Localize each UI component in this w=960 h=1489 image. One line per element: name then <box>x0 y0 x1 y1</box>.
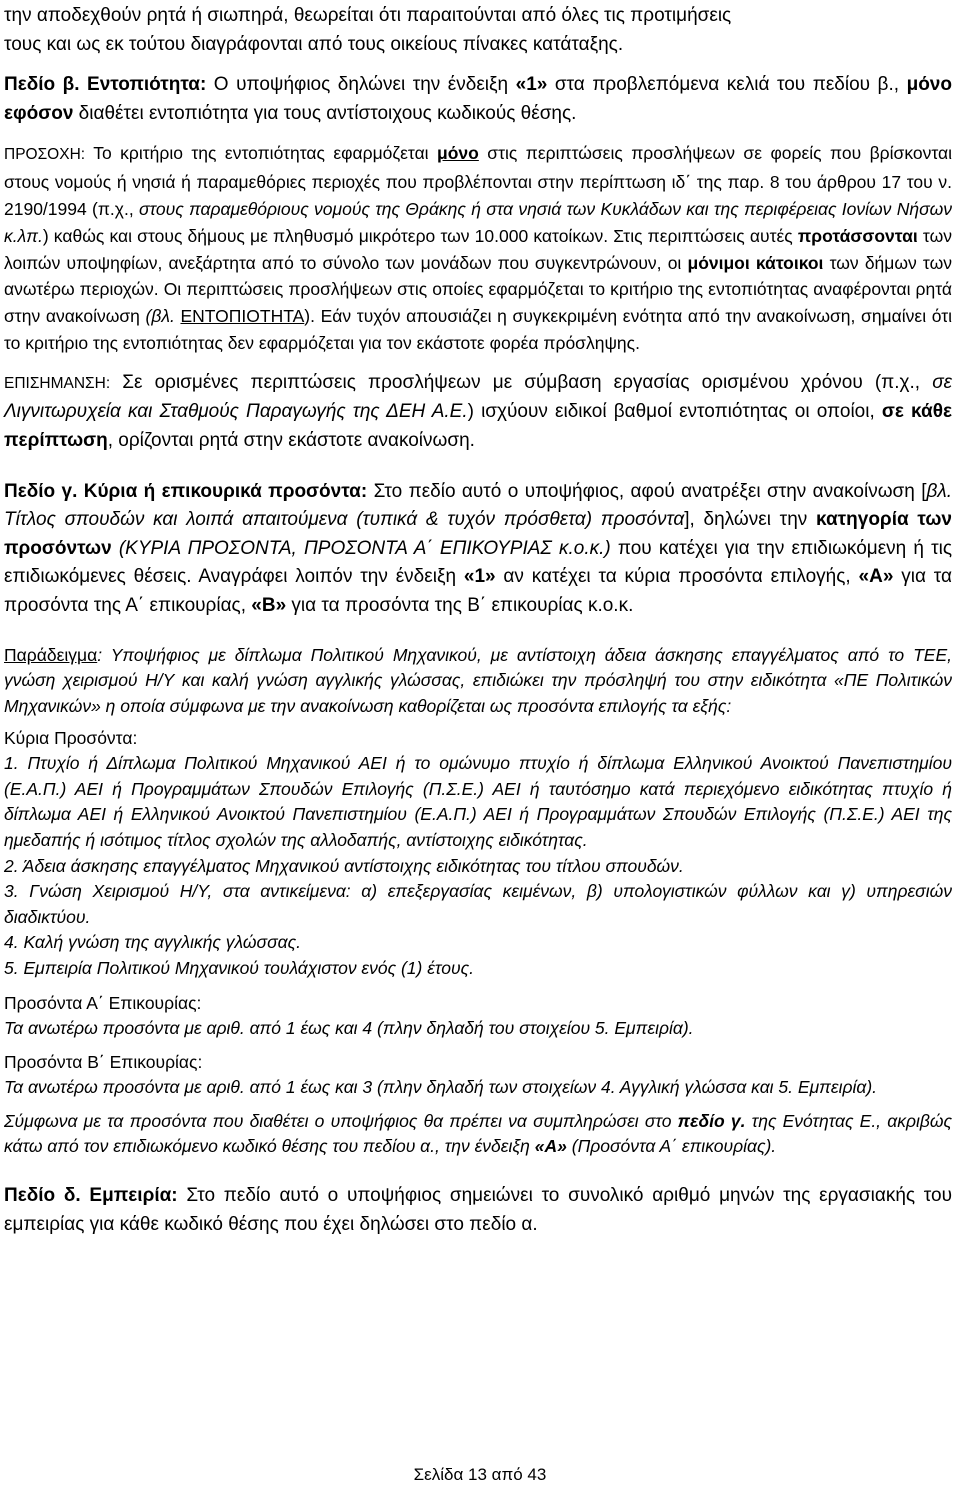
text: για τα προσόντα της Α΄ επικουρίας, <box>4 566 952 616</box>
text: Στο πεδίο αυτό ο υποψήφιος, αφού ανατρέξει στην ανακοίνωση [ <box>367 480 927 502</box>
bold-text: μόνιμοι κάτοικοι <box>687 252 824 273</box>
text: που κατέχει για την επιδιωκόμενη ή τις επιδιωκόμενες θέσεις. Αναγράφει λοιπόν την ένδειξη <box>4 537 953 588</box>
field-d-heading: Πεδίο δ. Εμπειρία: <box>4 1185 178 1206</box>
text: των λοιπών υποψηφίων, ανεξάρτητα από το σύνολο των μονάδων που συγκεντρώνουν, οι <box>4 225 952 273</box>
text: τους και ως εκ τούτου διαγράφονται από τους οικείους πίνακες κατάταξης. <box>4 33 624 55</box>
reference-open: (βλ. <box>145 306 181 327</box>
text: Το κριτήριο της εντοπιότητας εφαρμόζεται <box>85 143 438 164</box>
example-intro <box>4 643 952 720</box>
b-auxiliary-heading: Προσόντα Β΄ Επικουρίας: <box>4 1052 203 1073</box>
example-conclusion: Σύμφωνα με τα προσόντα που διαθέτει ο υποψήφιος θα πρέπει να συμπληρώσει στο πεδίο γ. της Ενότητας Ε., ακριβώς κάτω από τον επιδιωκόμενο κωδικό θέσης του πεδίου α., την ένδειξη «Α» (Προσόντα Α΄ επικουρίας). <box>4 1110 953 1157</box>
paragraph-field-d <box>4 1182 952 1239</box>
paragraph-field-b <box>4 71 952 128</box>
list-item: 2. Άδεια άσκησης επαγγέλματος Μηχανικού αντίστοιχης ειδικότητας του τίτλου σπουδών. <box>4 855 684 876</box>
reference-close: ) <box>304 306 311 327</box>
paragraph-note <box>4 369 952 456</box>
mark-a: «Α» <box>858 566 894 588</box>
note-label: ΕΠΙΣΗΜΑΝΣΗ: <box>4 374 111 392</box>
bold-text: προτάσσονται <box>797 225 918 246</box>
only-if-bold: μόνο εφόσον <box>4 74 952 124</box>
bold-text: σε κάθε περίπτωση <box>4 401 952 451</box>
reference-link[interactable]: ΕΝΤΟΠΙΟΤΗΤΑ <box>180 306 305 327</box>
mark-1: «1» <box>515 74 548 96</box>
italic-text: (ΚΥΡΙΑ ΠΡΟΣΟΝΤΑ, ΠΡΟΣΟΝΤΑ Α΄ ΕΠΙΚΟΥΡΙΑΣ κ.ο.κ.) <box>118 537 611 559</box>
field-c-heading: Πεδίο γ. Κύρια ή επικουρικά προσόντα: <box>4 480 368 502</box>
text: Στο πεδίο αυτό ο υποψήφιος σημειώνει το συνολικό αριθμό μηνών της εργασιακής του εμπειρίας για κάθε κωδικό θέσης που έχει δηλώσει στο πεδίο α. <box>4 1185 952 1235</box>
a-auxiliary-text: Τα ανωτέρω προσόντα με αριθ. από 1 έως και 4 (πλην δηλαδή του στοιχείου 5. Εμπειρία). <box>4 1017 694 1038</box>
text: , ορίζονται ρητά στην εκάστοτε ανακοίνωση. <box>107 429 475 451</box>
main-qualifications-heading: Κύρια Προσόντα: <box>4 728 138 749</box>
mark-1: «1» <box>463 566 496 588</box>
text: . Εάν τυχόν απουσιάζει η συγκεκριμένη ενότητα από την ανακοίνωση, σημαίνει ότι το κριτήριο της εντοπιότητας δεν εφαρμόζεται για τον εκάστοτε φορέα πρόσληψης. <box>4 306 952 353</box>
italic-text: στους παραμεθόριους νομούς της Θράκης ή στα νησιά των Κυκλάδων και της περιφέρειας Ιονίων Νήσων κ.λπ. <box>4 198 952 246</box>
text: την αποδεχθούν ρητά ή σιωπηρά, θεωρείται ότι παραιτούνται από όλες τις προτιμήσεις <box>4 5 732 26</box>
b-auxiliary-text: Τα ανωτέρω προσόντα με αριθ. από 1 έως και 3 (πλην δηλαδή των στοιχείων 4. Αγγλική γλώσσα και 5. Εμπειρία). <box>4 1077 878 1098</box>
text: των δήμων των ανωτέρω περιοχών. Οι περιπτώσεις προσλήψεων στις οποίες εφαρμόζεται το κριτήριο της εντοπιότητας αναφέρονται ρητά στην ανακοίνωση <box>4 252 953 327</box>
text: στις περιπτώσεις προσλήψεων σε φορείς που βρίσκονται στους νομούς ή νησιά ή παραμεθόριες περιοχές που προβλέπονται στην περίπτωση ιδ΄ της παρ. 8 του άρθρου 17 του ν. 2190/1994 (π.χ., <box>4 143 953 219</box>
page-footer: Σελίδα 13 από 43 <box>413 1465 547 1484</box>
text: αν κατέχει τα κύρια προσόντα επιλογής, <box>495 566 859 588</box>
a-auxiliary-heading: Προσόντα Α΄ Επικουρίας: <box>4 992 202 1013</box>
list-item: 1. Πτυχίο ή Δίπλωμα Πολιτικού Μηχανικού ΑΕΙ ή το ομώνυμο πτυχίο ή δίπλωμα Ελληνικού Ανοικτού Πανεπιστημίου (Ε.Α.Π.) ΑΕΙ ή Προγραμμάτων Σπουδών Επιλογής (Π.Σ.Ε.) ΑΕΙ ή ταυτόσημο κατά περιεχόμενο ειδικότητας πτυχίο ή δίπλωμα ΑΕΙ ή Ελληνικού Ανοικτού Πανεπιστημίου (Ε.Α.Π.) ΑΕΙ ή Προγραμμάτων Σπουδών Επιλογής (Π.Σ.Ε.) ΑΕΙ της ημεδαπής ή ισότιμος τίτλος σχολών της αλλοδαπής, αντίστοιχης ειδικότητας. <box>4 753 952 851</box>
text: Σε ορισμένες περιπτώσεις προσλήψεων με σύμβαση εργασίας ορισμένου χρόνου (π.χ., <box>110 371 933 393</box>
paragraph-continuation <box>4 2 952 59</box>
text: ) ισχύουν ειδικοί βαθμοί εντοπιότητας οι οποίοι, <box>467 401 882 423</box>
text: Ο υποψήφιος δηλώνει την ένδειξη <box>206 74 516 96</box>
paragraph-attention <box>4 140 952 356</box>
paragraph-field-c <box>4 478 952 621</box>
italic-text: σε Λιγνιτωρυχεία και Σταθμούς Παραγωγής της ΔΕΗ Α.Ε. <box>4 371 952 423</box>
italic-text: βλ. Τίτλος σπουδών και λοιπά απαιτούμενα (τυπικά & τυχόν πρόσθετα) προσόντα <box>4 480 952 531</box>
list-item: 5. Εμπειρία Πολιτικού Μηχανικού τουλάχιστον ενός (1) έτους. <box>4 958 474 979</box>
list-item: 4. Καλή γνώση της αγγλικής γλώσσας. <box>4 932 302 953</box>
text: ], δηλώνει την <box>684 509 817 531</box>
example-intro-text: : Υποψήφιος με δίπλωμα Πολιτικού Μηχανικού, με αντίστοιχη άδεια άσκησης επαγγέλματος από το ΤΕΕ, γνώση χειρισμού Η/Υ και καλή γνώση αγγλικής γλώσσας, επιδιώκει την πρόσληψή του στην ειδικότητα «ΠΕ Πολιτικών Μηχανικών» η οποία σύμφωνα με την ανακοίνωση καθορίζεται ως προσόντα επιλογής τα εξής: <box>4 644 952 716</box>
bold-text: κατηγορία των προσόντων <box>4 509 952 559</box>
only-emphasis: μόνο <box>437 143 479 164</box>
example-label: Παράδειγμα <box>4 644 98 665</box>
list-item: 3. Γνώση Χειρισμού Η/Υ, στα αντικείμενα: α) επεξεργασίας κειμένων, β) υπολογιστικών φύλλων και γ) υπηρεσιών διαδικτύου. <box>4 881 952 927</box>
field-b-heading: Πεδίο β. Εντοπιότητα: <box>4 74 207 96</box>
attention-label: ΠΡΟΣΟΧΗ: <box>4 146 86 164</box>
text: ) καθώς και στους δήμους με πληθυσμό μικρότερο των 10.000 κατοίκων. Στις περιπτώσεις αυτές <box>42 225 798 246</box>
text: στα προβλεπόμενα κελιά του πεδίου β., <box>547 74 907 96</box>
document-page <box>4 0 952 1239</box>
text: διαθέτει εντοπιότητα για τους αντίστοιχους κωδικούς θέσης. <box>73 102 577 124</box>
text: για τα προσόντα της Β΄ επικουρίας κ.ο.κ. <box>286 594 634 616</box>
example-block <box>4 643 952 1161</box>
mark-b: «Β» <box>251 594 287 616</box>
